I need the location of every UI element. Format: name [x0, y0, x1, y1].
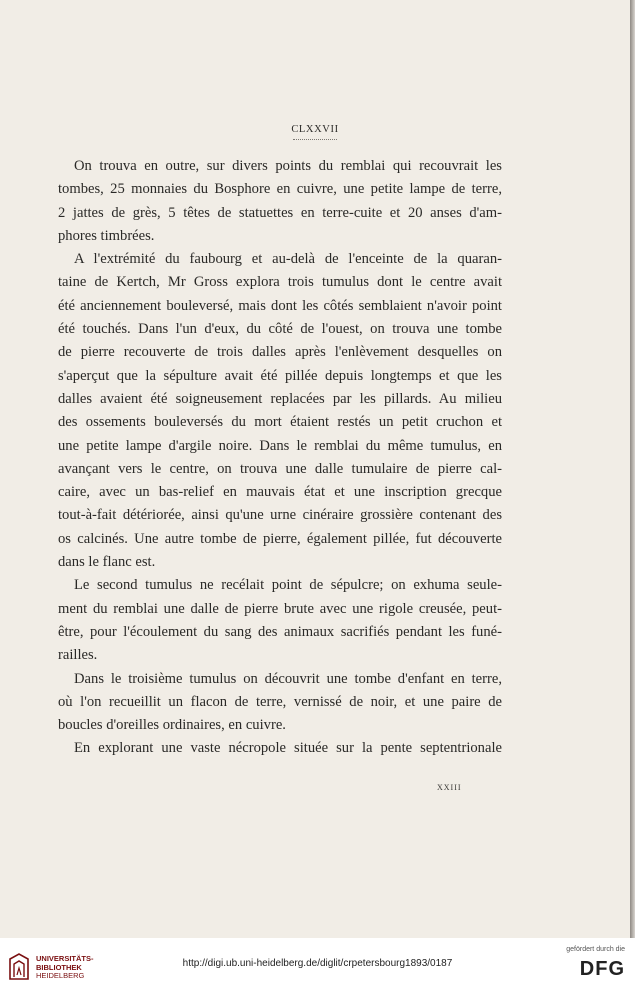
running-head — [0, 124, 630, 140]
text-line: railles. — [58, 647, 98, 664]
body-text — [58, 155, 502, 761]
text-line: ment du remblai une dalle de pierre brute avec une rigole creusée, peut- — [58, 600, 502, 617]
text-line: avançant vers le centre, on trouva une dalle tumulaire de pierre cal- — [58, 460, 502, 477]
text-line: de pierre recouverte de trois dalles après l'enlèvement desquelles on — [58, 344, 502, 361]
text-line: 2 jattes de grès, 5 têtes de statuettes en terre-cuite et 20 anses d'am- — [58, 204, 502, 221]
permalink-url[interactable]: http://digi.ub.uni-heidelberg.de/diglit/crpetersbourg1893/0187 — [182, 958, 453, 969]
text-line: une petite lampe d'argile noire. Dans le remblai du même tumulus, en — [58, 437, 502, 454]
text-line: s'aperçut que la sépulture avait été pillée depuis longtemps et que les — [58, 367, 502, 384]
library-name-line: UNIVERSITÄTS- — [36, 954, 94, 963]
text-line: On trouva en outre, sur divers points du remblai qui recouvrait les — [74, 158, 502, 174]
text-line: A l'extrémité du faubourg et au-delà de l'enceinte de la quaran- — [74, 251, 502, 268]
library-name-line: BIBLIOTHEK — [36, 962, 82, 972]
ornamental-rule — [293, 136, 337, 140]
text-line: Le second tumulus ne recélait point de sépulcre; on exhuma seule- — [74, 577, 502, 594]
text-line: être, pour l'écoulement du sang des animaux sacrifiés pendant les funé- — [58, 623, 502, 640]
text-line: des ossements bouleversés du mort étaient restés un petit cruchon et — [58, 414, 502, 431]
library-name-line: HEIDELBERG — [36, 971, 85, 980]
text-line: été anciennement bouleversé, mais dont les côtés semblaient n'avoir point — [58, 297, 502, 314]
signature-mark: XXIII — [437, 783, 462, 792]
page-number-roman: CLXXVII — [291, 124, 339, 135]
dfg-logo: DFG — [579, 958, 625, 980]
text-line: En explorant une vaste nécropole située sur la pente septentrionale — [74, 740, 502, 757]
text-line: taine de Kertch, Mr Gross explora trois tumulus dont le centre avait — [58, 274, 502, 291]
funded-by-label: gefördert durch die — [566, 946, 625, 953]
text-line: dans le flanc est. — [58, 554, 156, 571]
text-line: caire, avec un bas-relief en mauvais état et une inscription grecque — [58, 484, 502, 501]
text-line: été touchés. Dans l'un d'eux, du côté de l'ouest, on trouva une tombe — [58, 321, 502, 338]
text-line: Dans le troisième tumulus on découvrit une tombe d'enfant en terre, — [74, 670, 502, 687]
footer-bar — [0, 938, 635, 995]
page-edge — [630, 0, 635, 938]
text-line: tout-à-fait détériorée, ainsi qu'une urne cinéraire grossière contenant des — [58, 507, 502, 524]
text-line: os calcinés. Une autre tombe de pierre, également pillée, fut découverte — [58, 530, 502, 547]
text-line: tombes, 25 monnaies du Bosphore en cuivre, une petite lampe de terre, — [58, 181, 502, 198]
text-line: dalles avaient été soigneusement replacées par les pillards. Au milieu — [58, 390, 502, 407]
text-line: phores timbrées. — [58, 227, 155, 244]
text-line: où l'on recueillit un flacon de terre, vernissé de noir, et une paire de — [58, 693, 502, 710]
text-line: boucles d'oreilles ordinaires, en cuivre. — [58, 717, 286, 734]
